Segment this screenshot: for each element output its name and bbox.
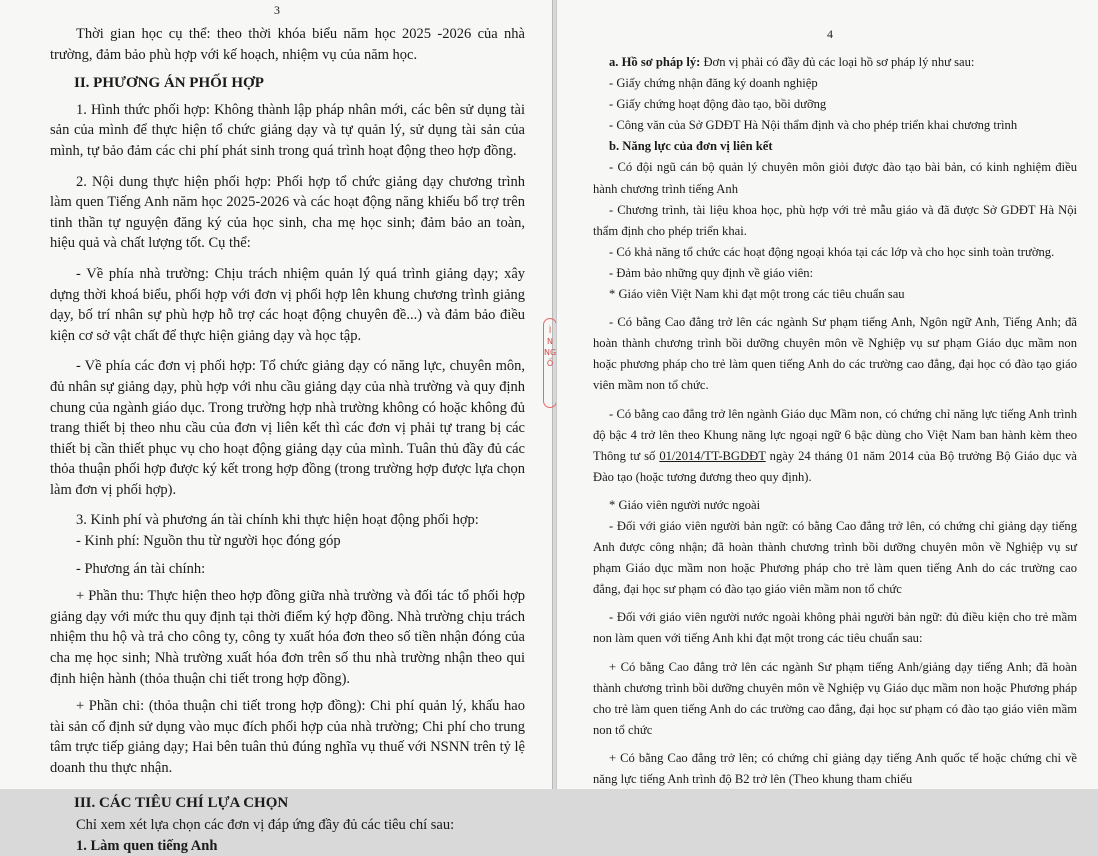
paragraph: - Về phía các đơn vị phối hợp: Tổ chức giảng dạy có năng lực, chuyên môn, đủ nhân sự giảng dạy, phù hợp với nhu cầu giảng dạy của nhà trường và quy định chung của ngành giáo dục. Trong trường hợp nhà trường không có hoặc không đủ trang thiết bị theo nhu cầu của đơn vị liên kết thì các đơn vị phải tự trang bị các thiết bị cần thiết phục vụ cho hoạt động giảng dạy của mình. Tuân thủ đầy đủ các thỏa thuận phối hợp được ký kết trong hợp đồng (trong trường hợp được lựa chọn làm đơn vị phối hợp). — [50, 358, 525, 498]
paragraph: - Đối với giáo viên người bản ngữ: có bằng Cao đẳng trở lên, có chứng chỉ giảng dạy tiếng Anh được công nhận; đã hoàn thành chương trình bồi dưỡng chuyên môn về Nghiệp vụ sư phạm Giáo dục mầm non hoặc Phương pháp cho trẻ làm quen tiếng Anh do các trường cao đẳng, đại học sư phạm có đào tạo giáo viên mầm non tổ chức — [593, 518, 1077, 597]
text-run: - Có bằng cao đẳng trở lên ngành Giáo dục Mầm non, có chứng chỉ năng lực tiếng Anh trình độ bậc 4 trở lên theo Khung năng lực ngoại ngữ 6 bậc dùng cho Việt Nam ban hành kèm theo Thông tư số — [593, 406, 1077, 463]
list-item: - Giấy chứng nhận đăng ký doanh nghiệp — [609, 76, 818, 91]
subsection-heading: b. Năng lực của đơn vị liên kết — [609, 139, 773, 154]
page-number: 4 — [827, 27, 833, 41]
paragraph: 2. Nội dung thực hiện phối hợp: Phối hợp tổ chức giảng dạy chương trình làm quen Tiếng Anh năm học 2025-2026 và các hoạt động năng khiếu bổ trợ trên tinh thần tự nguyện đăng ký của học sinh, cha mẹ học sinh; đảm bảo an toàn, hiệu quả và chất lượng tốt. Cụ thể: — [50, 173, 525, 252]
paragraph: Chỉ xem xét lựa chọn các đơn vị đáp ứng đầy đủ các tiêu chí sau: — [76, 817, 455, 834]
paragraph — [593, 52, 1077, 73]
item-label: a. Hồ sơ pháp lý: — [609, 55, 701, 69]
paragraph: - Có đội ngũ cán bộ quản lý chuyên môn giỏi được đào tạo bài bản, có kinh nghiệm điều hành chương trình tiếng Anh — [593, 160, 1077, 196]
item-text: Đơn vị phải có đầy đủ các loại hồ sơ pháp lý như sau: — [700, 55, 975, 69]
page-right — [556, 0, 1098, 789]
red-stamp-mark: Ì N NG Ố — [543, 318, 557, 408]
list-item: - Công văn của Sở GDĐT Hà Nội thẩm định và cho phép triển khai chương trình — [609, 118, 1018, 133]
paragraph: + Có bằng Cao đẳng trở lên các ngành Sư phạm tiếng Anh/giảng dạy tiếng Anh; đã hoàn thành chương trình bồi dưỡng chuyên môn về Nghiệp vụ Giáo dục mầm non hoặc Phương pháp cho trẻ làm quen tiếng Anh do các trường cao đẳng, đại học sư phạm có đào tạo giáo viên mầm non tổ chức — [593, 659, 1077, 737]
subsection-heading: 1. Làm quen tiếng Anh — [76, 837, 218, 854]
paragraph: - Có khả năng tổ chức các hoạt động ngoại khóa tại các lớp và cho học sinh toàn trường. — [609, 244, 1055, 259]
paragraph: 1. Hình thức phối hợp: Không thành lập pháp nhân mới, các bên sử dụng tài sản của mình để thực hiện tổ chức giảng dạy và tự quản lý, sử dụng tài sản của mình, tự bảo đảm các chi phí phát sinh trong quá trình hoạt động theo hợp đồng. — [50, 101, 525, 159]
page-content — [593, 52, 1077, 790]
list-item: - Giấy chứng hoạt động đào tạo, bồi dưỡng — [609, 97, 827, 112]
page-content — [50, 24, 525, 856]
text-run: ngày 24 tháng 01 năm 2014 của Bộ trưởng Bộ Giáo dục và Đào tạo (hoặc tương đương theo quy định). — [593, 448, 1077, 484]
paragraph: * Giáo viên người nước ngoài — [609, 497, 761, 512]
paragraph: + Có bằng Cao đẳng trở lên; có chứng chỉ giảng dạy tiếng Anh quốc tế hoặc chứng chỉ về năng lực tiếng Anh trình độ B2 trở lên (Theo khung tham chiếu — [593, 750, 1077, 786]
section-heading: III. CÁC TIÊU CHÍ LỰA CHỌN — [74, 794, 289, 811]
paragraph: - Chương trình, tài liệu khoa học, phù hợp với trẻ mẫu giáo và đã được Sở GDĐT Hà Nội thẩm định cho phép triển khai. — [593, 202, 1077, 238]
paragraph: + Phần thu: Thực hiện theo hợp đồng giữa nhà trường và đối tác tổ phối hợp giảng dạy với mức thu quy định tại thời điểm ký hợp đồng. Nhà trường chịu trách nhiệm thu hộ và trả cho công ty, công ty xuất hóa đơn theo số tiền nhận đóng của cha mẹ học sinh; Nhà trường xuất hóa đơn trên số thu nhà trường nhận theo qui định hiện hành (thỏa thuận chi tiết trong hợp đồng). — [50, 588, 525, 687]
paragraph — [593, 404, 1077, 488]
paragraph: 3. Kinh phí và phương án tài chính khi thực hiện hoạt động phối hợp: — [76, 512, 479, 529]
section-heading: II. PHƯƠNG ÁN PHỐI HỢP — [74, 75, 264, 92]
paragraph: Thời gian học cụ thể: theo thời khóa biểu năm học 2025 -2026 của nhà trường, đảm bảo phù hợp với kế hoạch, nhiệm vụ của năm học. — [50, 26, 525, 63]
paragraph: - Kinh phí: Nguồn thu từ người học đóng góp — [76, 533, 341, 550]
circular-reference: 01/2014/TT-BGDĐT — [659, 448, 766, 463]
page-number: 3 — [274, 3, 280, 17]
paragraph: - Về phía nhà trường: Chịu trách nhiệm quản lý quá trình giảng dạy; xây dựng thời khoá biểu, phối hợp với đơn vị phối hợp lên khung chương trình giảng dạy, bố trí nhân sự phù hợp hỗ trợ các hoạt động chuyên đề...) và đảm bảo điều kiện cơ sở vật chất để thực hiện giảng dạy và học tập. — [50, 265, 525, 344]
paragraph: - Phương án tài chính: — [76, 560, 206, 577]
paragraph: + Phần chi: (thỏa thuận chi tiết trong hợp đồng): Chi phí quản lý, khấu hao tài sản cố định sử dụng vào mục đích phối hợp của nhà trường; Chi phí cho trung tâm trực tiếp giảng dạy; Hai bên tuân thủ đúng nghĩa vụ thuế với NSNN trên tỷ lệ doanh thu thực nhận. — [50, 698, 525, 776]
paragraph: * Giáo viên Việt Nam khi đạt một trong các tiêu chuẩn sau — [609, 287, 905, 302]
paragraph: - Có bằng Cao đẳng trở lên các ngành Sư phạm tiếng Anh, Ngôn ngữ Anh, Tiếng Anh; đã hoàn thành chương trình bồi dưỡng chuyên môn về Nghiệp vụ sư phạm Giáo dục mầm non hoặc phương pháp cho trẻ làm quen tiếng Anh do các trường cao đẳng, đại học có đào tạo giáo viên mầm non tổ chức. — [593, 315, 1077, 393]
paragraph: - Đảm bảo những quy định về giáo viên: — [609, 265, 814, 280]
paragraph: - Đối với giáo viên người nước ngoài không phải người bản ngữ: đủ điều kiện cho trẻ mầm non làm quen với tiếng Anh khi đạt một trong các tiêu chuẩn sau: — [593, 610, 1077, 646]
